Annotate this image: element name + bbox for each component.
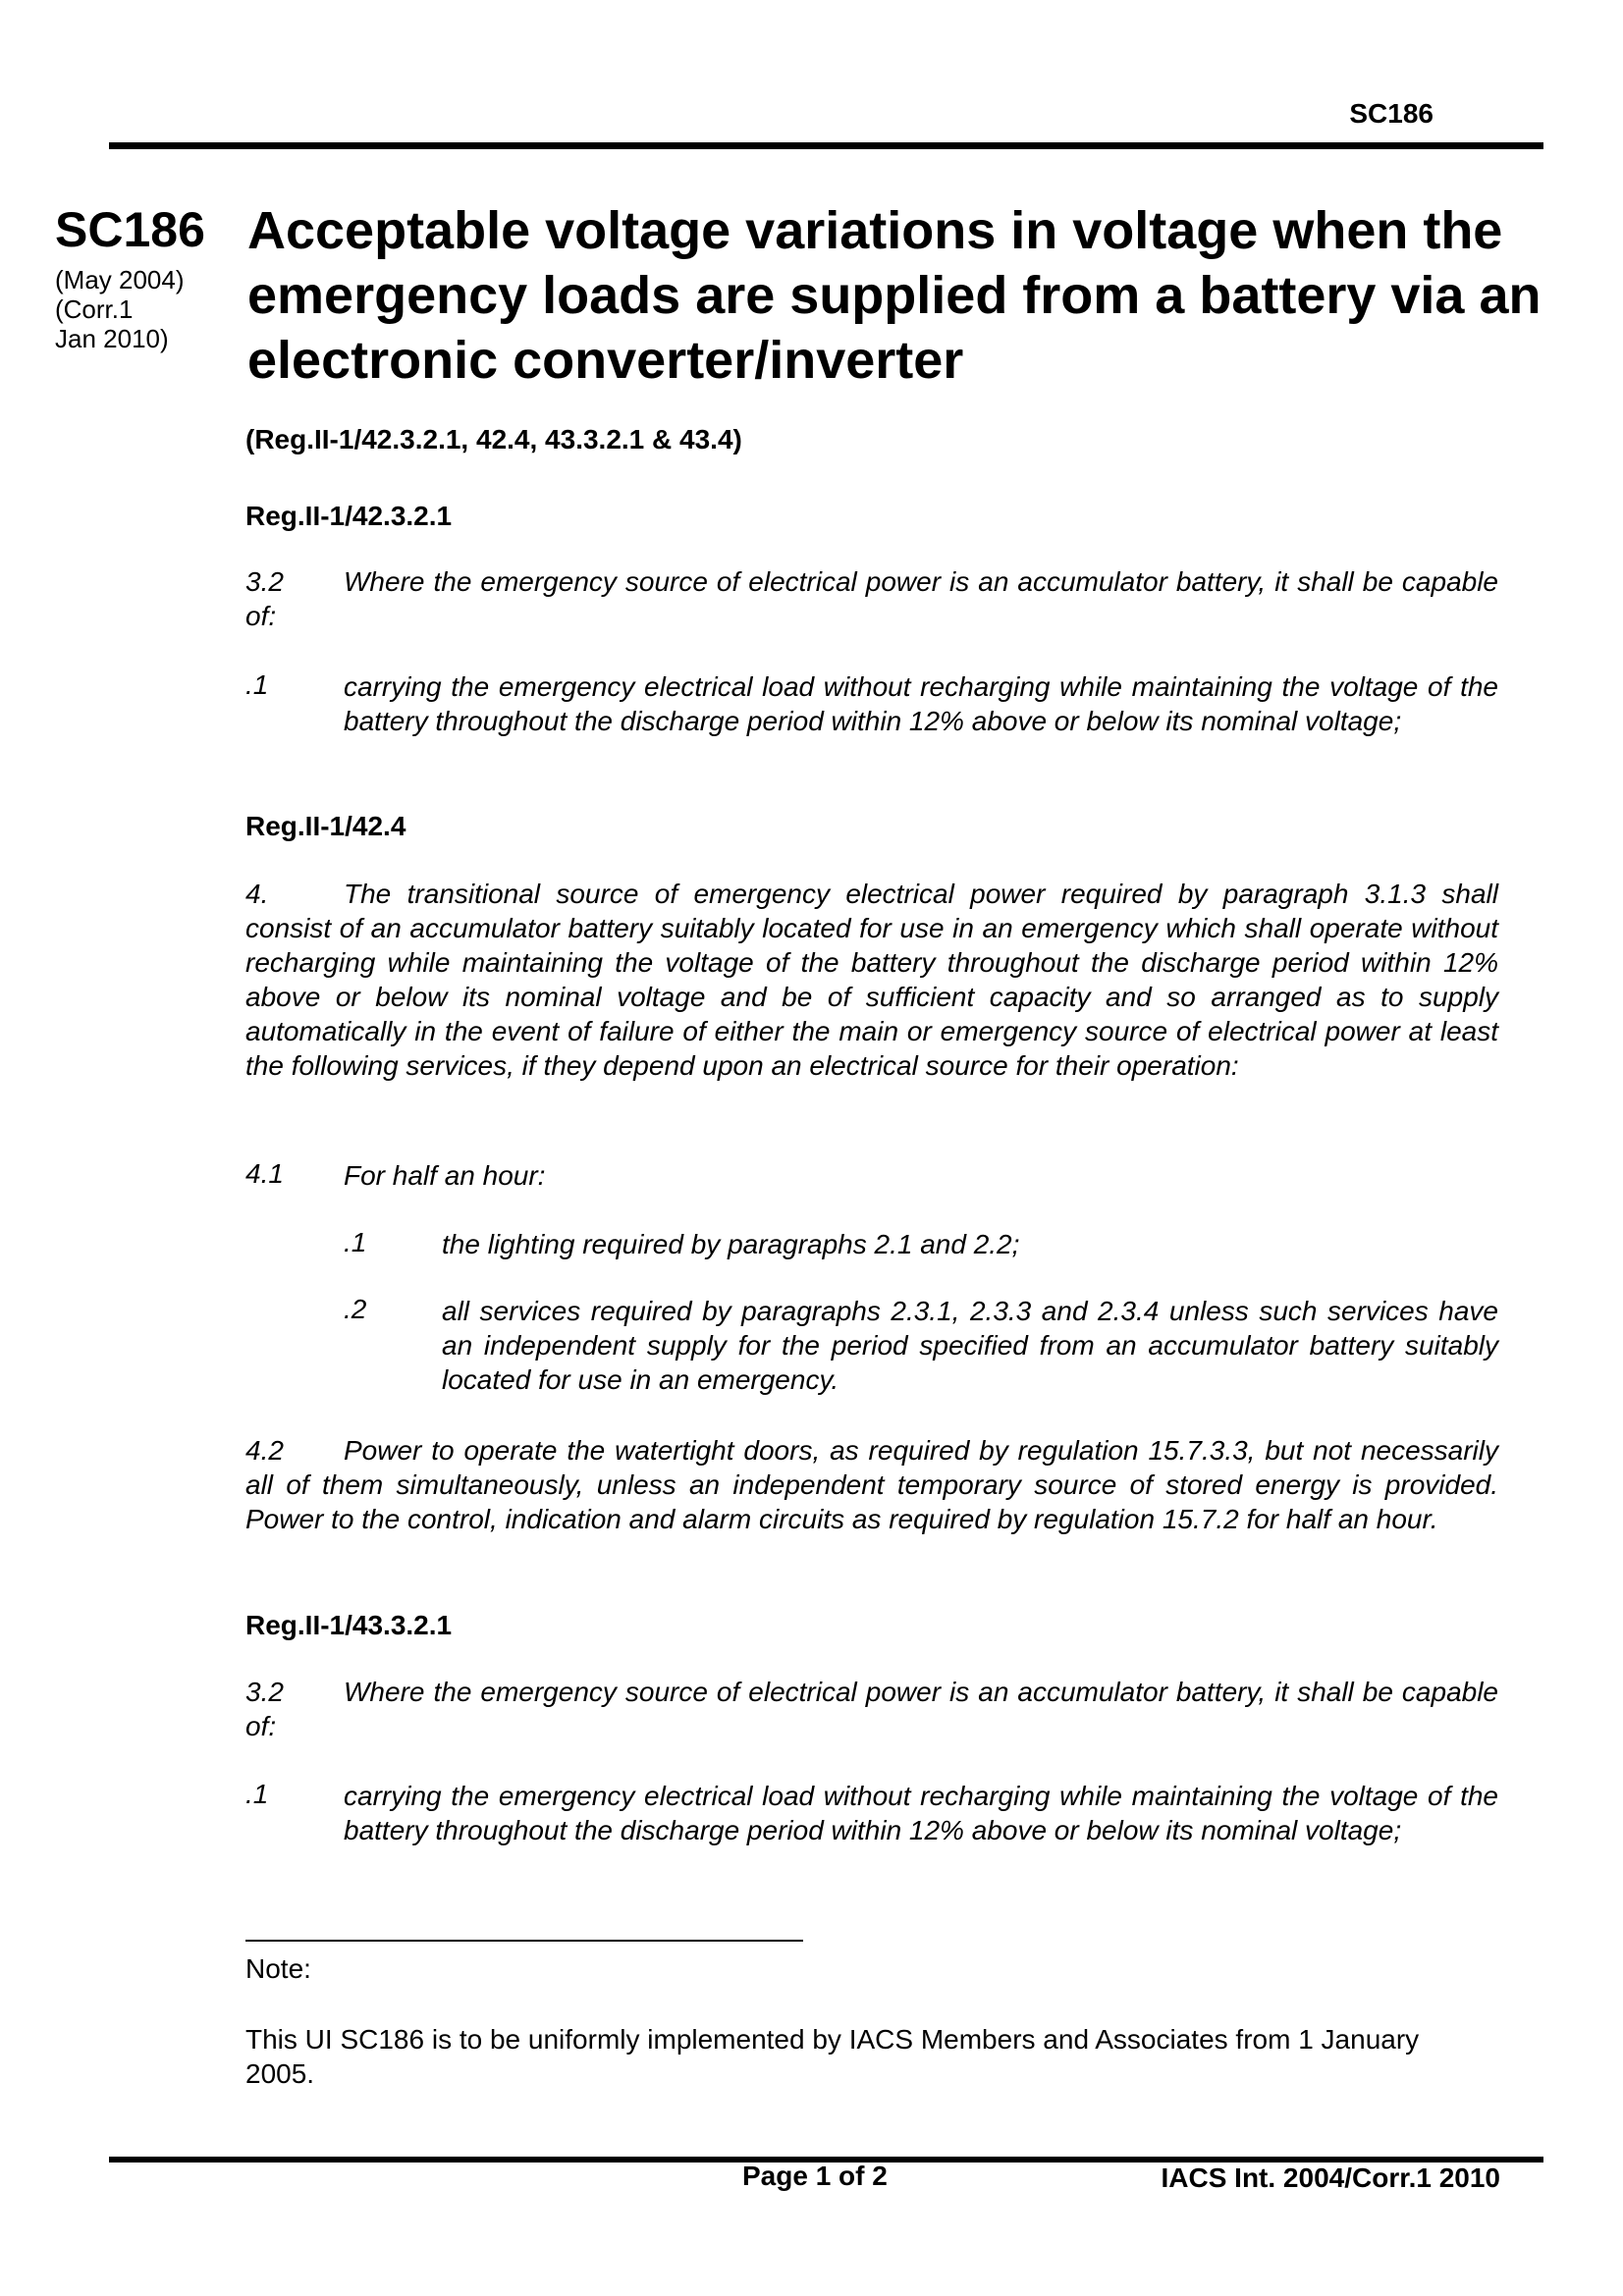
- note-label: Note:: [245, 1953, 311, 1984]
- document-reference: IACS Int. 2004/Corr.1 2010: [1161, 2163, 1500, 2193]
- item-text: carrying the emergency electrical load without recharging while maintaining the voltage of the battery throughout the discharge period within 12% above or below its nominal voltage;: [344, 1781, 1498, 1845]
- item-number: .1: [245, 1779, 269, 1809]
- section-heading: Reg.II-1/42.3.2.1: [245, 501, 453, 531]
- footnote-rule: [245, 1940, 803, 1942]
- paragraph-text: The transitional source of emergency electrical power required by paragraph 3.1.3 shall consist of an accumulator battery suitably located for use in an emergency which shall operate without recharging while maintaining the voltage of the battery throughout the discharge period within 12% above or below its nominal voltage and be of sufficient capacity and so arranged as to supply automatically in the event of failure of either the main or emergency source of electrical power at least the following services, if they depend upon an electrical source for their operation:: [245, 879, 1498, 1081]
- paragraph-number: 4.1: [245, 1158, 284, 1189]
- paragraph-number: 3.2: [245, 1677, 284, 1707]
- sub-item-number: .2: [344, 1294, 367, 1324]
- paragraph-number: 4.2: [245, 1435, 284, 1466]
- paragraph: [245, 564, 1498, 633]
- paragraph-text: Where the emergency source of electrical power is an accumulator battery, it shall be capable of:: [245, 1677, 1498, 1741]
- section-heading: Reg.II-1/43.3.2.1: [245, 1610, 453, 1640]
- page-title: Acceptable voltage variations in voltage when the emergency loads are supplied from a battery via an electronic converter/inverter: [247, 201, 1542, 390]
- paragraph: [245, 877, 1498, 1083]
- header-code: SC186: [1349, 98, 1434, 129]
- paragraph: [245, 1675, 1498, 1743]
- paragraph-text: For half an hour:: [344, 1160, 546, 1191]
- page-number: Page 1 of 2: [742, 2161, 888, 2191]
- section-heading: Reg.II-1/42.4: [245, 811, 406, 841]
- paragraph-text: Where the emergency source of electrical power is an accumulator battery, it shall be capable of:: [245, 566, 1498, 631]
- item-text: carrying the emergency electrical load without recharging while maintaining the voltage of the battery throughout the discharge period within 12% above or below its nominal voltage;: [344, 671, 1498, 736]
- sub-item-text: the lighting required by paragraphs 2.1 and 2.2;: [442, 1229, 1020, 1259]
- paragraph-number: 3.2: [245, 566, 284, 597]
- side-meta: (May 2004) (Corr.1 Jan 2010): [55, 265, 185, 353]
- note-text: This UI SC186 is to be uniformly implemented by IACS Members and Associates from 1 January 2005.: [245, 2024, 1420, 2089]
- item-number: .1: [245, 669, 269, 700]
- paragraph-text: Power to operate the watertight doors, as required by regulation 15.7.3.3, but not necessarily all of them simultaneously, unless an independent temporary source of stored energy is provided. Power to the control, indication and alarm circuits as required by regulation 15.7.2 for half an hour.: [245, 1435, 1498, 1534]
- sub-item-text: all services required by paragraphs 2.3.1, 2.3.3 and 2.3.4 unless such services have an independent supply for the period specified from an accumulator battery suitably located for use in an emergency.: [442, 1296, 1498, 1395]
- sub-item-number: .1: [344, 1227, 367, 1257]
- paragraph-number: 4.: [245, 879, 269, 909]
- paragraph: [245, 1433, 1498, 1536]
- side-code: SC186: [55, 202, 205, 257]
- regulation-references: (Reg.II-1/42.3.2.1, 42.4, 43.3.2.1 & 43.4): [245, 424, 742, 454]
- header-rule: [109, 142, 1543, 149]
